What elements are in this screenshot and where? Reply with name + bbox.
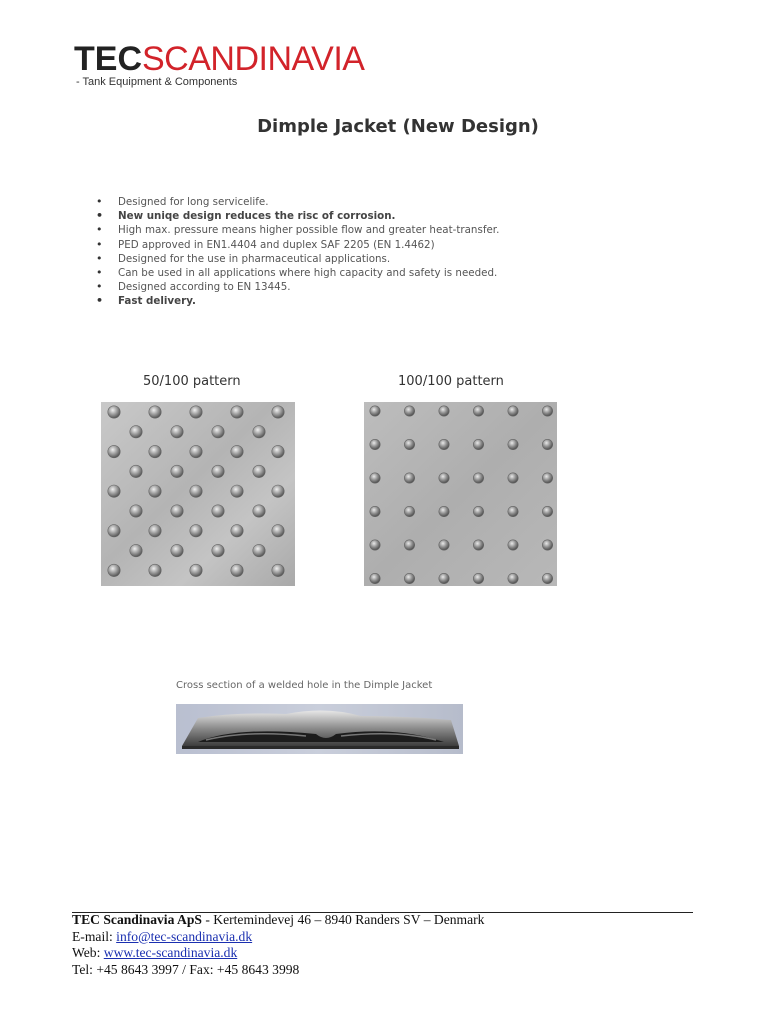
dimple — [542, 406, 552, 416]
dimple — [212, 465, 224, 477]
dimple — [171, 465, 183, 477]
pattern-50-100-photo — [101, 402, 295, 586]
dimple — [542, 506, 552, 516]
dimple — [439, 540, 449, 550]
dimple — [272, 564, 284, 576]
dimple — [404, 473, 414, 483]
feature-list — [96, 195, 499, 309]
dimple — [171, 426, 183, 438]
dimple — [473, 473, 483, 483]
dimple — [508, 506, 518, 516]
pattern-100-100-label: 100/100 pattern — [398, 374, 504, 389]
dimple — [473, 573, 483, 583]
footer-web-link[interactable]: www.tec-scandinavia.dk — [103, 945, 238, 961]
dimple — [190, 525, 202, 537]
cross-section-caption: Cross section of a welded hole in the Dimple Jacket — [176, 680, 433, 691]
dimple — [473, 506, 483, 516]
dimple — [272, 445, 284, 457]
dimple — [272, 525, 284, 537]
dimple — [253, 544, 265, 556]
dimple — [542, 573, 552, 583]
dimple — [108, 485, 120, 497]
feature-item: • Designed for the use in pharmaceutical applications. — [96, 252, 499, 266]
company-logo — [74, 42, 364, 88]
footer-company-name: TEC Scandinavia ApS — [72, 912, 202, 927]
dimple — [404, 406, 414, 416]
dimple — [542, 473, 552, 483]
dimple — [439, 573, 449, 583]
footer-address-line — [72, 912, 484, 929]
pattern-100-100-photo — [364, 402, 557, 586]
feature-item: • New uniqe design reduces the risc of corrosion. — [96, 209, 499, 223]
dimple — [404, 439, 414, 449]
dimple — [130, 426, 142, 438]
dimple — [370, 506, 380, 516]
dimple — [370, 439, 380, 449]
dimple — [231, 445, 243, 457]
dimple — [508, 540, 518, 550]
footer-email-link[interactable]: info@tec-scandinavia.dk — [116, 928, 253, 944]
footer — [72, 912, 484, 978]
dimple — [473, 540, 483, 550]
dimple — [370, 573, 380, 583]
logo-tec-text: TEC — [74, 40, 142, 78]
logo-wordmark — [74, 42, 364, 76]
dimple — [370, 406, 380, 416]
dimple — [171, 505, 183, 517]
dimple — [231, 406, 243, 418]
feature-item: • PED approved in EN1.4404 and duplex SAF 2205 (EN 1.4462) — [96, 238, 499, 252]
dimple — [439, 506, 449, 516]
dimple — [212, 426, 224, 438]
feature-item: • High max. pressure means higher possible flow and greater heat-transfer. — [96, 223, 499, 237]
dimple — [404, 540, 414, 550]
dimple — [508, 573, 518, 583]
dimple — [508, 473, 518, 483]
dimple — [542, 540, 552, 550]
dimple — [108, 564, 120, 576]
footer-email-line — [72, 929, 484, 946]
dimple — [190, 445, 202, 457]
feature-item: • Designed for long servicelife. — [96, 195, 499, 209]
dimple — [370, 473, 380, 483]
dimple — [149, 564, 161, 576]
dimple — [508, 439, 518, 449]
feature-item: • Fast delivery. — [96, 294, 499, 308]
feature-item: • Can be used in all applications where high capacity and safety is needed. — [96, 266, 499, 280]
footer-web-line — [72, 945, 484, 962]
dimple — [130, 544, 142, 556]
dimple — [171, 544, 183, 556]
dimple — [439, 406, 449, 416]
dimple — [190, 406, 202, 418]
footer-web-label: Web: — [72, 945, 104, 961]
dimple — [253, 505, 265, 517]
dimple — [212, 544, 224, 556]
dimple — [108, 445, 120, 457]
dimple — [190, 485, 202, 497]
dimple — [404, 573, 414, 583]
dimple — [231, 564, 243, 576]
dimple — [130, 505, 142, 517]
cross-section-photo — [176, 704, 463, 754]
dimple — [149, 525, 161, 537]
dimple — [508, 406, 518, 416]
dimple — [370, 540, 380, 550]
dimple — [439, 439, 449, 449]
dimple — [473, 439, 483, 449]
dimple — [108, 406, 120, 418]
dimple — [542, 439, 552, 449]
dimple — [404, 506, 414, 516]
footer-email-label: E-mail: — [72, 928, 117, 944]
logo-tagline: - Tank Equipment & Components — [76, 76, 238, 88]
dimple — [439, 473, 449, 483]
dimple — [149, 485, 161, 497]
dimple — [473, 406, 483, 416]
dimple — [149, 406, 161, 418]
dimple — [149, 445, 161, 457]
dimple — [212, 505, 224, 517]
footer-address: - Kertemindevej 46 – 8940 Randers SV – Denmark — [201, 912, 485, 927]
dimple — [272, 485, 284, 497]
dimple — [231, 525, 243, 537]
pattern-50-100-label: 50/100 pattern — [143, 374, 241, 389]
page-title: Dimple Jacket (New Design) — [257, 116, 539, 137]
footer-phone-line: Tel: +45 8643 3997 / Fax: +45 8643 3998 — [72, 961, 300, 977]
dimple — [130, 465, 142, 477]
dimple — [190, 564, 202, 576]
logo-scandinavia-text: SCANDINAVIA — [142, 40, 365, 78]
dimple — [272, 406, 284, 418]
dimple — [108, 525, 120, 537]
dimple — [253, 426, 265, 438]
dimple — [253, 465, 265, 477]
feature-item: • Designed according to EN 13445. — [96, 280, 499, 294]
dimple — [231, 485, 243, 497]
